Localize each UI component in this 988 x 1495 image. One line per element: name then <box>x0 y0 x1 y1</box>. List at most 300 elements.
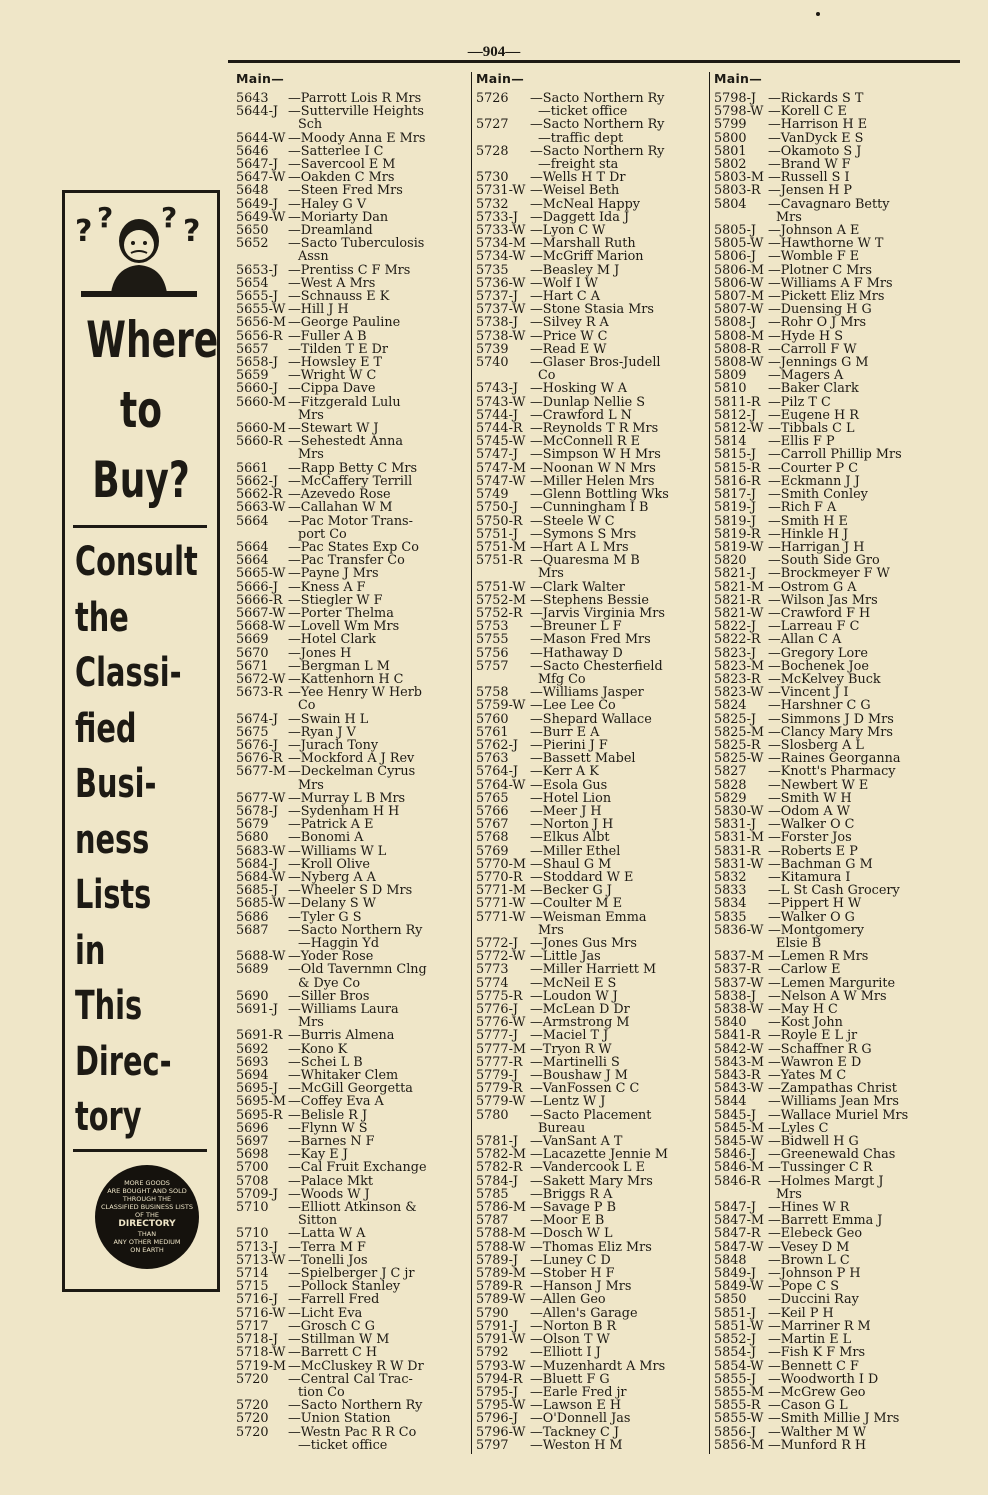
directory-column-1 <box>236 72 468 1452</box>
phone-number: 5846-M <box>714 1160 764 1176</box>
subscriber-name: —Callahan W M <box>288 501 393 515</box>
listing-entry <box>476 462 708 475</box>
listing-entry <box>714 752 946 765</box>
phone-number: 5652 <box>236 236 269 252</box>
listing-continuation: Mrs <box>298 777 324 793</box>
phone-number: 5659 <box>236 368 269 384</box>
phone-number: 5718-J <box>236 1332 279 1348</box>
subscriber-name: —Jensen H P <box>768 184 853 198</box>
subscriber-name: —Sacto Chesterfield <box>530 659 663 673</box>
phone-number: 5816-R <box>714 473 761 489</box>
phone-number: 5697 <box>236 1134 269 1150</box>
listing-entry <box>236 1161 468 1174</box>
subscriber-name: —Lacazette Jennie M <box>530 1148 668 1162</box>
listing-entry <box>714 1227 946 1240</box>
subscriber-name: —Norton B R <box>530 1319 617 1334</box>
listing-entry <box>476 1175 708 1188</box>
phone-number: 5856-M <box>714 1437 764 1453</box>
phone-number: 5717 <box>236 1318 269 1334</box>
phone-number: 5732 <box>476 196 509 212</box>
listing-entry <box>714 594 946 607</box>
listing-entry <box>236 211 468 224</box>
phone-number: 5658-J <box>236 355 279 371</box>
phone-number: 5782-R <box>476 1160 523 1176</box>
subscriber-name: —McKelvey Buck <box>768 672 881 687</box>
subscriber-name: —Russell S I <box>768 171 850 185</box>
phone-number: 5695-M <box>236 1094 286 1110</box>
ad-body-line: This <box>75 983 143 1029</box>
subscriber-name: —Bennett C F <box>768 1359 859 1373</box>
phone-number: 5843-R <box>714 1068 761 1084</box>
phone-number: 5806-M <box>714 262 764 278</box>
subscriber-name: —Bergman L M <box>288 659 390 673</box>
subscriber-name: —Moriarty Dan <box>288 210 389 225</box>
subscriber-name: —Gregory Lore <box>768 646 868 660</box>
phone-number: 5734-M <box>476 236 526 252</box>
phone-number: 5847-M <box>714 1213 764 1229</box>
subscriber-name: —Marshall Ruth <box>530 237 636 251</box>
listing-entry <box>476 356 708 369</box>
listing-entry <box>476 475 708 488</box>
phone-number: 5660-M <box>236 394 286 410</box>
subscriber-name: —Okamoto S J <box>768 144 862 159</box>
listing-entry <box>714 528 946 541</box>
subscriber-name: —Eckmann J J <box>768 474 860 489</box>
listing-entry <box>714 963 946 976</box>
phone-number: 5685-W <box>236 896 286 912</box>
phone-number: 5720 <box>236 1424 269 1440</box>
subscriber-name: —Woodworth I D <box>768 1372 879 1386</box>
phone-number: 5789-J <box>476 1252 519 1268</box>
listing-entry <box>714 845 946 858</box>
phone-number: 5683-W <box>236 843 286 859</box>
phone-number: 5855-R <box>714 1398 761 1414</box>
subscriber-name: —Harrigan J H <box>768 540 865 555</box>
subscriber-name: —Fitzgerald Lulu <box>288 395 401 409</box>
subscriber-name: —Savercool E M <box>288 158 396 172</box>
subscriber-name: —Smith H E <box>768 514 848 528</box>
column-divider <box>471 72 472 1454</box>
phone-number: 5739 <box>476 341 509 357</box>
phone-number: 5844 <box>714 1094 747 1110</box>
listing-entry <box>236 198 468 211</box>
listing-continuation: Mfg Co <box>538 671 586 687</box>
phone-number: 5649-J <box>236 196 279 212</box>
phone-number: 5823-R <box>714 671 761 687</box>
subscriber-name: —Walker O G <box>768 910 855 924</box>
phone-number: 5646 <box>236 143 269 159</box>
phone-number: 5655-W <box>236 302 286 318</box>
subscriber-name: —VanFossen C C <box>530 1082 640 1096</box>
phone-number: 5846-R <box>714 1173 761 1189</box>
phone-number: 5772-J <box>476 936 519 951</box>
subscriber-name: —Wilson Jas Mrs <box>768 593 878 607</box>
phone-number: 5768 <box>476 830 509 846</box>
phone-number: 5812-W <box>714 421 764 437</box>
listing-entry <box>476 818 708 831</box>
phone-number: 5800 <box>714 130 747 146</box>
subscriber-name: —Tryon R W <box>530 1042 612 1056</box>
listing-entry <box>236 1241 468 1254</box>
subscriber-name: —VanDyck E S <box>768 131 864 145</box>
subscriber-name: —McCaffery Terrill <box>288 474 413 489</box>
phone-number: 5808-R <box>714 341 761 357</box>
phone-number: 5791-W <box>476 1332 526 1348</box>
phone-number: 5777-M <box>476 1041 526 1057</box>
subscriber-name: —Weisman Emma <box>530 910 647 924</box>
subscriber-name: —Prentiss C F Mrs <box>288 263 411 277</box>
listing-entry <box>236 1293 468 1306</box>
subscriber-name: —Harrison H E <box>768 118 868 132</box>
top-rule <box>228 60 960 63</box>
phone-number: 5752-M <box>476 592 526 608</box>
listing-entry <box>476 911 708 924</box>
subscriber-name: —Allen's Garage <box>530 1306 638 1320</box>
subscriber-name: —Womble F E <box>768 250 860 264</box>
ad-body-line: Consult <box>75 539 198 585</box>
phone-number: 5796-J <box>476 1411 519 1427</box>
listing-entry <box>476 633 708 646</box>
subscriber-name: —Breuner L F <box>530 620 622 634</box>
seal-line: ON EARTH <box>130 1246 164 1254</box>
subscriber-name: —Cason G L <box>768 1399 848 1413</box>
phone-number: 5692 <box>236 1041 269 1057</box>
phone-number: 5794-R <box>476 1371 523 1387</box>
phone-number: 5837-M <box>714 949 764 965</box>
listing-entry <box>476 528 708 541</box>
phone-number: 5806-J <box>714 249 757 265</box>
subscriber-name: —Raines Georganna <box>768 752 901 766</box>
listing-continuation: Mrs <box>776 209 802 225</box>
subscriber-name: —Walker O C <box>768 818 855 832</box>
phone-number: 5775-R <box>476 988 523 1004</box>
listing-entry <box>476 845 708 858</box>
subscriber-name: —Porter Thelma <box>288 606 394 621</box>
listing-entry <box>476 1307 708 1320</box>
listing-entry <box>476 515 708 528</box>
subscriber-name: —Kroll Olive <box>288 857 370 871</box>
phone-number: 5688-W <box>236 949 286 965</box>
subscriber-name: —Wells H T Dr <box>530 171 626 185</box>
listing-entry <box>714 1373 946 1386</box>
phone-number: 5686 <box>236 909 269 925</box>
subscriber-name: —Lee Lee Co <box>530 699 616 713</box>
phone-number: 5751-M <box>476 539 526 555</box>
phone-number: 5656-M <box>236 315 286 331</box>
subscriber-name: —Rohr O J Mrs <box>768 316 867 330</box>
phone-number: 5749 <box>476 487 509 503</box>
phone-number: 5782-M <box>476 1147 526 1163</box>
phone-number: 5784-J <box>476 1173 519 1189</box>
phone-number: 5819-J <box>714 500 757 516</box>
seal-line: CLASSIFIED BUSINESS LISTS <box>100 1203 194 1211</box>
subscriber-name: —Mockford A J Rev <box>288 752 415 766</box>
subscriber-name: —Howsley E T <box>288 356 383 370</box>
ad-headline-line: to <box>120 381 162 439</box>
phone-number: 5774 <box>476 975 509 991</box>
listing-entry <box>476 1201 708 1214</box>
page-mark <box>816 12 820 16</box>
listing-entry <box>476 1161 708 1174</box>
subscriber-name: —Stone Stasia Mrs <box>530 303 654 317</box>
subscriber-name: —Kness A F <box>288 580 366 594</box>
ad-body-line: Direc- <box>75 1038 172 1085</box>
listing-entry <box>236 1201 468 1214</box>
listing-entry <box>714 501 946 514</box>
listing-entry <box>476 184 708 197</box>
column-entries <box>236 92 468 1452</box>
listing-entry <box>476 1109 708 1122</box>
listing-entry <box>236 515 468 528</box>
phone-number: 5831-M <box>714 830 764 846</box>
phone-number: 5713-J <box>236 1239 279 1255</box>
listing-entry <box>476 765 708 778</box>
phone-number: 5700 <box>236 1160 269 1176</box>
listing-entry <box>476 1439 708 1452</box>
listing-entry <box>476 1426 708 1439</box>
listing-entry <box>476 1360 708 1373</box>
phone-number: 5766 <box>476 803 509 819</box>
listing-continuation: Mrs <box>298 407 324 423</box>
subscriber-name: —McConnell R E <box>530 435 640 449</box>
phone-number: 5731-W <box>476 183 526 199</box>
phone-number: 5644-J <box>236 104 279 120</box>
listing-entry <box>714 686 946 699</box>
phone-number: 5771-W <box>476 896 526 912</box>
listing-entry <box>714 884 946 897</box>
subscriber-name: —Cippa Dave <box>288 382 376 396</box>
subscriber-name: —Maciel T J <box>530 1029 609 1043</box>
subscriber-name: —Odom A W <box>768 804 850 819</box>
listing-entry <box>236 845 468 858</box>
phone-number: 5670 <box>236 645 269 661</box>
subscriber-name: —Woods W J <box>288 1187 370 1202</box>
subscriber-name: —Hart C A <box>530 290 601 304</box>
phone-number: 5796-W <box>476 1424 526 1440</box>
listing-continuation: —ticket office <box>538 104 628 120</box>
phone-number: 5793-W <box>476 1358 526 1374</box>
listing-entry <box>236 1360 468 1373</box>
subscriber-name: —Brand W F <box>768 158 851 172</box>
subscriber-name: —Williams Jean Mrs <box>768 1095 899 1109</box>
subscriber-name: —Pierini J F <box>530 738 608 753</box>
subscriber-name: —McCluskey R W Dr <box>288 1359 424 1373</box>
phone-number: 5829 <box>714 790 747 806</box>
phone-number: 5743-W <box>476 394 526 410</box>
phone-number: 5799 <box>714 117 747 133</box>
phone-number: 5845-J <box>714 1107 757 1123</box>
phone-number: 5664 <box>236 513 269 529</box>
subscriber-name: —Stiegler W F <box>288 593 383 607</box>
phone-number: 5714 <box>236 1266 269 1282</box>
listing-entry <box>714 462 946 475</box>
subscriber-name: —Deckelman Cyrus <box>288 765 416 779</box>
listing-entry <box>714 1161 946 1174</box>
subscriber-name: —Tussinger C R <box>768 1161 873 1175</box>
subscriber-name: —Westn Pac R R Co <box>288 1425 417 1439</box>
subscriber-name: —Elkus Albt <box>530 831 610 845</box>
listing-entry <box>236 1412 468 1425</box>
subscriber-name: —Jones H <box>288 646 352 660</box>
subscriber-name: —Becker G J <box>530 884 612 898</box>
ad-seal <box>95 1165 199 1269</box>
listing-entry <box>236 1135 468 1148</box>
listing-entry <box>476 977 708 990</box>
subscriber-name: —Walther M W <box>768 1425 867 1439</box>
phone-number: 5720 <box>236 1371 269 1387</box>
subscriber-name: —Lemen R Mrs <box>768 950 869 964</box>
subscriber-name: —O'Donnell Jas <box>530 1412 631 1426</box>
subscriber-name: —Dunlap Nellie S <box>530 395 645 409</box>
phone-number: 5673-R <box>236 685 283 701</box>
subscriber-name: —Hart A L Mrs <box>530 540 629 555</box>
subscriber-name: —Baker Clark <box>768 382 859 396</box>
phone-number: 5854-W <box>714 1358 764 1374</box>
phone-number: 5764-J <box>476 764 519 780</box>
subscriber-name: —McGill Georgetta <box>288 1082 413 1096</box>
subscriber-name: —Hotel Lion <box>530 791 612 805</box>
listing-continuation: Mrs <box>298 1015 324 1031</box>
subscriber-name: —Larreau F C <box>768 620 860 634</box>
listing-entry <box>476 831 708 844</box>
listing-entry <box>236 1148 468 1161</box>
listing-entry <box>714 1426 946 1439</box>
phone-number: 5763 <box>476 751 509 767</box>
phone-number: 5830-W <box>714 803 764 819</box>
listing-entry <box>714 184 946 197</box>
phone-number: 5777-R <box>476 1054 523 1070</box>
phone-number: 5847-J <box>714 1200 757 1216</box>
phone-number: 5674-J <box>236 711 279 727</box>
phone-number: 5667-W <box>236 605 286 621</box>
subscriber-name: —Burris Almena <box>288 1029 395 1043</box>
svg-text:?: ? <box>183 214 201 249</box>
directory-column-2 <box>476 72 708 1452</box>
ad-body-line: fied <box>75 705 137 752</box>
listing-entry <box>476 647 708 660</box>
phone-number: 5832 <box>714 869 747 885</box>
subscriber-name: —Boushaw J M <box>530 1069 628 1083</box>
listing-entry <box>476 1373 708 1386</box>
subscriber-name: —Price W C <box>530 329 608 343</box>
listing-entry <box>236 1399 468 1412</box>
subscriber-name: —Stewart W J <box>288 422 379 436</box>
subscriber-name: —Hosking W A <box>530 382 628 396</box>
listing-entry <box>236 435 468 448</box>
phone-number: 5806-W <box>714 275 764 291</box>
subscriber-name: —Smith W H <box>768 791 852 805</box>
phone-number: 5786-M <box>476 1200 526 1216</box>
phone-number: 5805-W <box>714 236 764 252</box>
phone-number: 5695-J <box>236 1081 279 1097</box>
phone-number: 5728 <box>476 143 509 159</box>
subscriber-name: —Olson T W <box>530 1333 610 1347</box>
phone-number: 5817-J <box>714 487 757 503</box>
subscriber-name: —Clancy Mary Mrs <box>768 725 893 739</box>
subscriber-name: —Luney C D <box>530 1253 611 1268</box>
subscriber-name: —Bidwell H G <box>768 1135 859 1149</box>
phone-number: 5823-W <box>714 685 764 701</box>
listing-entry <box>714 198 946 211</box>
subscriber-name: —Tonelli Jos <box>288 1253 368 1268</box>
phone-number: 5789-W <box>476 1292 526 1308</box>
phone-number: 5655-J <box>236 289 279 305</box>
listing-entry <box>236 1109 468 1122</box>
subscriber-name: —Barnes N F <box>288 1135 375 1149</box>
listing-entry <box>236 594 468 607</box>
phone-number: 5785 <box>476 1186 509 1202</box>
subscriber-name: —Sacto Northern Ry <box>530 118 665 132</box>
subscriber-name: —McNeal Happy <box>530 197 641 211</box>
phone-number: 5751-R <box>476 553 523 569</box>
listing-entry <box>236 950 468 963</box>
subscriber-name: —Schei L B <box>288 1055 363 1070</box>
subscriber-name: —Cavagnaro Betty <box>768 197 890 211</box>
listing-entry <box>476 1043 708 1056</box>
phone-number: 5808-W <box>714 355 764 371</box>
phone-number: 5660-R <box>236 434 283 450</box>
subscriber-name: —Rapp Betty C Mrs <box>288 461 418 475</box>
listing-entry <box>714 1003 946 1016</box>
phone-number: 5802 <box>714 157 747 173</box>
listing-continuation: —freight sta <box>538 157 619 173</box>
phone-number: 5687 <box>236 922 269 938</box>
listing-continuation: Mrs <box>538 922 564 938</box>
listing-continuation: Sch <box>298 117 323 133</box>
subscriber-name: —Brockmeyer F W <box>768 567 890 581</box>
listing-entry <box>476 1227 708 1240</box>
listing-entry <box>714 726 946 739</box>
subscriber-name: —Nyberg A A <box>288 870 376 885</box>
subscriber-name: —Clark Walter <box>530 580 625 594</box>
subscriber-name: —Beasley M J <box>530 263 620 277</box>
listing-entry <box>476 118 708 131</box>
page-number: —904— <box>467 44 521 60</box>
subscriber-name: —George Pauline <box>288 316 401 330</box>
subscriber-name: —Shaul G M <box>530 857 612 871</box>
subscriber-name: —Eugene H R <box>768 408 859 423</box>
phone-number: 5720 <box>236 1398 269 1414</box>
seal-line: OF THE <box>135 1211 159 1219</box>
phone-number: 5737-W <box>476 302 526 318</box>
subscriber-name: —McGrew Geo <box>768 1385 866 1400</box>
listing-entry <box>476 792 708 805</box>
listing-entry <box>714 792 946 805</box>
phone-number: 5679 <box>236 817 269 833</box>
phone-number: 5803-R <box>714 183 761 199</box>
listing-entry <box>714 356 946 369</box>
subscriber-name: —Carlow E <box>768 963 841 977</box>
column-entries <box>476 92 708 1452</box>
column-header: Main— <box>714 71 763 86</box>
subscriber-name: —West A Mrs <box>288 276 376 291</box>
subscriber-name: —Munford R H <box>768 1438 867 1452</box>
phone-number: 5734-W <box>476 249 526 265</box>
seal-line: THROUGH THE <box>122 1195 172 1203</box>
listing-entry <box>236 792 468 805</box>
phone-number: 5689 <box>236 962 269 978</box>
subscriber-name: —Vandercook L E <box>530 1161 645 1175</box>
subscriber-name: —Fuller A B <box>288 329 367 343</box>
phone-number: 5661 <box>236 460 269 476</box>
subscriber-name: —Briggs R A <box>530 1187 613 1202</box>
listing-entry <box>236 237 468 250</box>
subscriber-name: —Hawthorne W T <box>768 237 884 251</box>
phone-number: 5650 <box>236 223 269 239</box>
listing-entry <box>476 713 708 726</box>
subscriber-name: —Mason Fred Mrs <box>530 633 651 647</box>
subscriber-name: —Little Jas <box>530 950 601 964</box>
